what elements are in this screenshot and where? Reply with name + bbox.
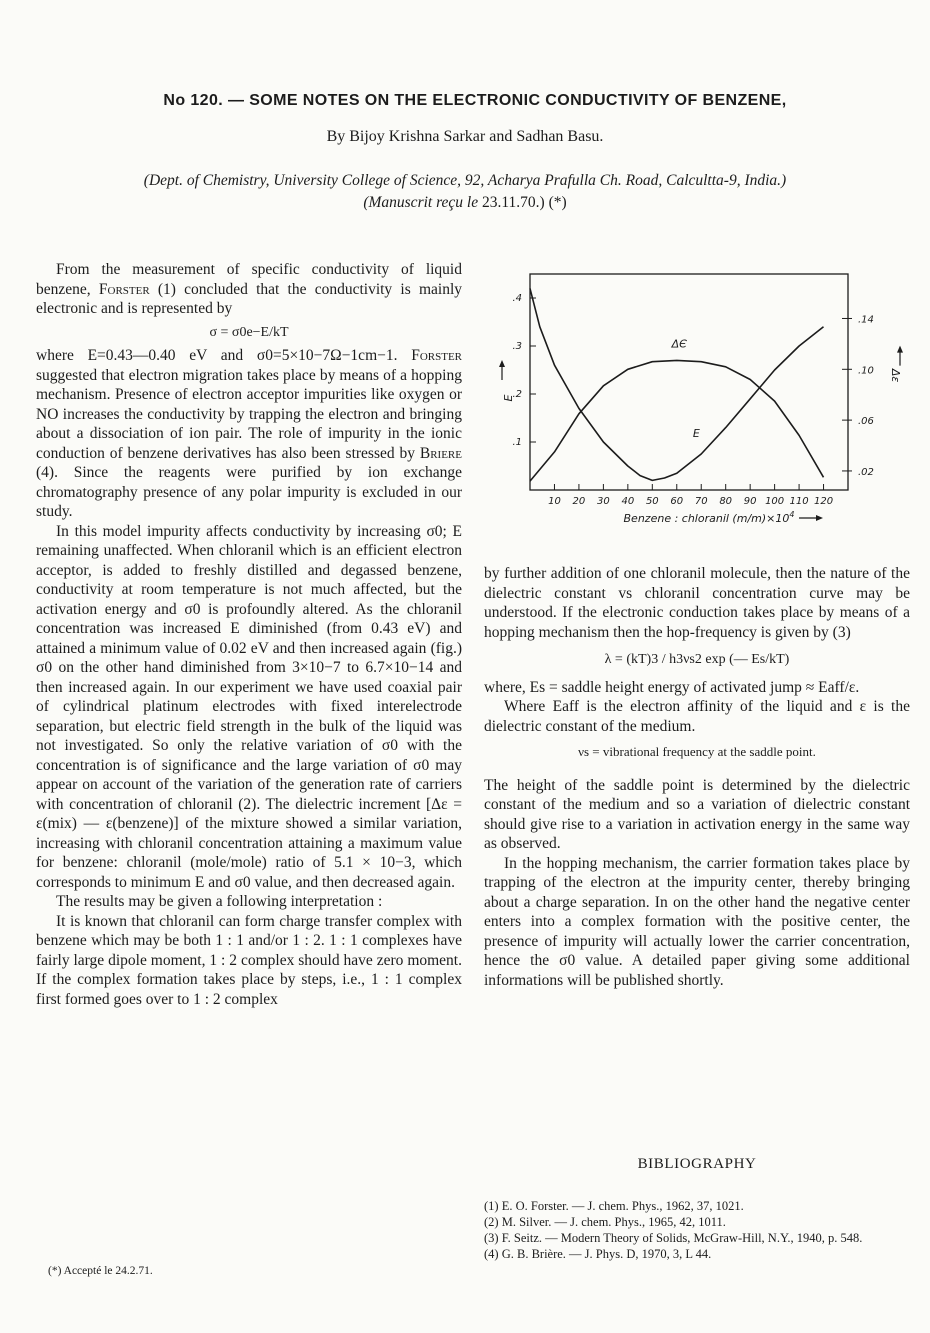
x-tick-label: 110: [789, 496, 809, 507]
x-tick-label: 90: [743, 496, 757, 507]
paragraph-r3: Where Eaff is the electron affinity of the liquid and ε is the dielectric constant of the medium.: [484, 698, 910, 735]
authors-line: By Bijoy Krishna Sarkar and Sadhan Basu.: [326, 128, 604, 145]
paragraph-r1: by further addition of one chloranil molecule, then the nature of the dielectric constant vs chloranil concentration curve may be understood. If the electronic conduction takes place by means of a hopping mechanism then the hop-frequency is given by (3): [484, 565, 910, 641]
y-left-tick-label: .2: [512, 389, 522, 400]
x-tick-label: 50: [645, 496, 659, 507]
paragraph-r2: where, Es = saddle height energy of activated jump ≈ Eaff/ε.: [484, 678, 860, 696]
paragraph-5: It is known that chloranil can form charge transfer complex with benzene which may be both 1 : 1 and/or 1 : 2. 1 : 1 complexes have fairly large dipole moment, 1 : 2 complex should have zero moment. If the complex formation takes place by steps, i.e., 1 : 1 complex first formed goes over to 1 : 2 complex: [36, 912, 462, 1008]
article-title: No 120. — SOME NOTES ON THE ELECTRONIC CONDUCTIVITY OF BENZENE,: [163, 92, 787, 109]
footnote: (*) Accepté le 24.2.71.: [48, 1265, 153, 1277]
x-tick-label: 70: [694, 496, 708, 507]
affiliation: [0, 170, 930, 214]
paragraph-2: where E=0.43—0.40 eV and σ0=5×10−7Ω−1cm−1. Forster suggested that electron migration takes place by means of a hopping mechanism. Presence of electron acceptor impurities like oxygen or NO increases the conductivity by trapping the electron and bringing about a dissociation of ion pair. The role of impurity in the ionic conduction of benzene derivatives has also been stressed by Briere (4). Since the reagents were purified by ion exchange chromatography presence of any polar impurity is excluded in our study.: [36, 347, 463, 520]
y-right-tick-label: .06: [858, 416, 874, 428]
formula-conductivity: σ = σ0e−E/kT: [209, 324, 289, 340]
x-tick-label: 10: [548, 496, 561, 507]
figure-chart: [490, 262, 910, 552]
annotation-e: E: [692, 427, 700, 441]
bib-item: (3) F. Seitz. — Modern Theory of Solids, McGraw-Hill, N.Y., 1940, p. 548.: [484, 1231, 863, 1245]
chart-svg: [490, 262, 910, 552]
y-left-tick-label: .3: [512, 341, 522, 352]
manuscript-line: (Manuscrit reçu le 23.11.70.) (*): [363, 194, 567, 211]
bibliography-list: [484, 1198, 910, 1262]
y-right-tick-label: .10: [858, 365, 874, 377]
y-left-axis-label: E: [502, 394, 515, 402]
series-line-delta-eps: [530, 360, 824, 481]
bib-item: (2) M. Silver. — J. chem. Phys., 1965, 42, 1011.: [484, 1215, 726, 1229]
y-right-axis-label: Δε: [889, 368, 902, 383]
y-left-tick-label: .4: [512, 293, 522, 304]
left-column: [36, 260, 462, 1009]
x-tick-label: 20: [572, 496, 586, 507]
paragraph-r5: In the hopping mechanism, the carrier formation takes place by trapping of the electron at the impurity center, thereby bringing about a charge separation. In on the other hand the negative center enters into a complex formation with the positive center, the presence of impurity will actually lower the carrier concentration, hence the σ0 value. A detailed paper giving some additional informations will be published shortly.: [484, 854, 910, 989]
paragraph-r4: The height of the saddle point is determined by the dielectric constant of the medium and so a variation of dielectric constant should give rise to a variation in activation energy in the same way as observed.: [484, 776, 910, 852]
formula-hop-frequency: λ = (kT)3 / h3νs2 exp (— Es/kT): [604, 652, 790, 667]
series-line-e: [530, 288, 824, 480]
paragraph-1: From the measurement of specific conductivity of liquid benzene, Forster (1) concluded that the conductivity is mainly electronic and is represented by: [36, 261, 462, 317]
x-tick-label: 30: [597, 496, 610, 507]
x-arrow-head: [816, 515, 823, 521]
x-tick-label: 120: [813, 496, 834, 507]
x-tick-label: 100: [765, 496, 785, 507]
bib-item: (4) G. B. Brière. — J. Phys. D, 1970, 3, L 44.: [484, 1247, 712, 1261]
y-left-arrow-head: [499, 360, 505, 367]
manuscript-date: 23.11.70.) (*): [482, 194, 567, 211]
right-column: [484, 564, 910, 990]
paragraph-4: The results may be given a following interpretation :: [56, 893, 383, 910]
x-tick-label: 40: [621, 496, 635, 507]
x-tick-label: 60: [670, 496, 684, 507]
x-tick-label: 80: [719, 496, 733, 507]
affiliation-line: (Dept. of Chemistry, University College of Science, 92, Acharya Prafulla Ch. Road, Calcultta-9, India.): [143, 172, 787, 189]
x-axis-label: Benzene : chloranil $(m/m)\times 10^4$: [623, 510, 795, 525]
x-axis-label-exponent: 4: [789, 510, 795, 519]
annotation-delta-eps: ΔЄ: [671, 337, 687, 351]
bib-item: (1) E. O. Forster. — J. chem. Phys., 1962, 37, 1021.: [484, 1199, 744, 1213]
paragraph-3: In this model impurity affects conductivity by increasing σ0; E remaining unaffected. When chloranil which is an efficient electron acceptor, is added to freshly distilled and degassed benzene, conductivity at room temperature is not much affected, but the activation energy and σ0 is profoundly altered. As the chloranil concentration was increased E diminished (from 0.43 eV) and attained a minimum value of 0.02 eV and then increased again (fig.) σ0 on the other hand diminished from 3×10−7 to 6.7×10−14 and then increased again. In our experiment we have used coaxial pair of cylindrical platinum electrodes with fixed interelectrode separation, but electric field strength in the bulk of the liquid was not investigated. So only the relative variation of σ0 with the concentration is of significance and the large variation of σ0 may appear on account of the variation of the generation rate of carriers with concentration of chloranil (2). The dielectric increment [Δε = ε(mix) — ε(benzene)] of the mixture showed a similar variation, increasing with chloranil concentration attaining a maximum value for benzene: chloranil (mole/mole) ratio of 5.1 × 10−3, which corresponds to minimum E and σ0 value, and then decreased again.: [36, 522, 462, 891]
nu-definition: νs = vibrational frequency at the saddle point.: [578, 744, 816, 759]
bibliography-title: BIBLIOGRAPHY: [637, 1156, 757, 1172]
y-right-tick-label: .14: [858, 314, 874, 326]
y-right-arrow-head: [897, 346, 903, 353]
y-left-tick-label: .1: [512, 437, 522, 448]
plot-frame: [530, 274, 848, 490]
y-right-tick-label: .02: [858, 466, 874, 478]
